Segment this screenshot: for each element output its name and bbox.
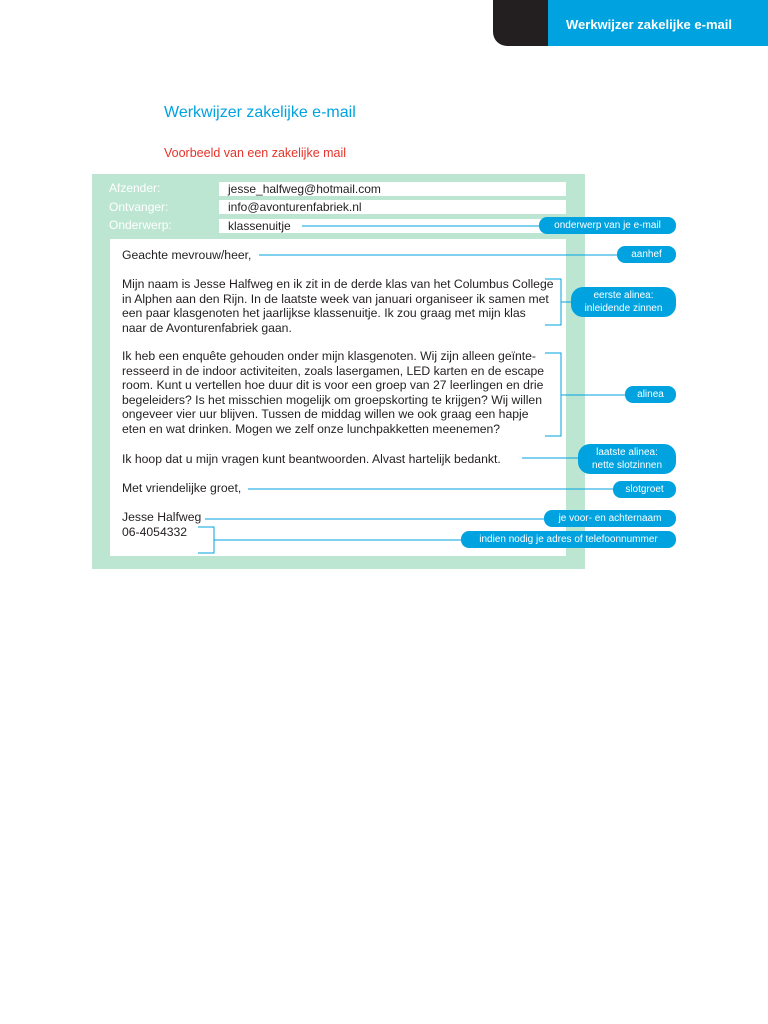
paragraph-2-line: eten en wat drinken. Mogen we zelf onze lunchpakketten meenemen? [122,421,501,436]
header-tab-title: Werkwijzer zakelijke e-mail [548,0,768,46]
paragraph-1-line: in Alphen aan den Rijn. In de laatste week van januari organiseer ik samen met [122,291,549,306]
annotation-subject: onderwerp van je e-mail [539,217,676,234]
sender-phone: 06-4054332 [122,524,188,539]
annotation-paragraph: alinea [625,386,676,403]
annotation-first-paragraph-line: inleidende zinnen [584,303,663,314]
sender-label: Afzender: [109,181,161,195]
paragraph-1-line: een paar klasgenoten het jaarlijkse klassenuitje. Ik zou graag met mijn klas [122,306,526,320]
page-subtitle: Voorbeeld van een zakelijke mail [164,146,347,160]
paragraph-1-bracket [545,279,561,325]
subject-label: Onderwerp: [109,218,172,232]
paragraph-3: Ik hoop dat u mijn vragen kunt beantwoorden. Alvast hartelijk bedankt. [122,452,501,466]
paragraph-2-line: Ik heb een enquête gehouden onder mijn klasgenoten. Wij zijn alleen geïnte- [122,349,536,363]
paragraph-1-line: naar de Avonturenfabriek gaan. [122,320,292,335]
recipient-field: info@avonturenfabriek.nl [219,200,566,214]
email-greeting: Geachte mevrouw/heer, [122,248,252,262]
paragraph-1-line: Mijn naam is Jesse Halfweg en ik zit in de derde klas van het Columbus College [122,277,554,291]
paragraph-2-bracket [545,353,561,436]
annotation-first-paragraph-line: eerste alinea: [593,290,654,301]
contact-bracket [198,527,214,553]
annotation-salutation: aanhef [617,246,676,263]
recipient-label: Ontvanger: [109,200,169,214]
annotation-last-paragraph-line: nette slotzinnen [591,460,663,471]
sender-name: Jesse Halfweg [122,510,202,524]
paragraph-2-line: begeleiders? Is het misschien mogelijk om groepskorting te krijgen? Wij willen [122,392,542,407]
annotation-name: je voor- en achternaam [544,510,676,527]
annotation-last-paragraph [578,444,676,474]
subject-field: klassenuitje [219,219,566,233]
sender-field: jesse_halfweg@hotmail.com [219,182,566,196]
paragraph-2-line: resseerd in de indoor activiteiten, zoals lasergamen, LED karten en de escape [122,363,545,378]
paragraph-2-line: ongeveer vier uur blijven. Tussen de middag willen we ook graag een hapje [122,407,529,421]
annotation-first-paragraph [571,287,676,317]
annotation-contact: indien nodig je adres of telefoonnummer [461,531,676,548]
paragraph-2-line: room. Kunt u vertellen hoe duur dit is voor een groep van 27 leerlingen en drie [122,378,544,392]
email-closing: Met vriendelijke groet, [122,481,242,495]
page-title: Werkwijzer zakelijke e-mail [164,104,356,121]
annotation-closing: slotgroet [613,481,676,498]
annotation-last-paragraph-line: laatste alinea: [596,447,658,458]
